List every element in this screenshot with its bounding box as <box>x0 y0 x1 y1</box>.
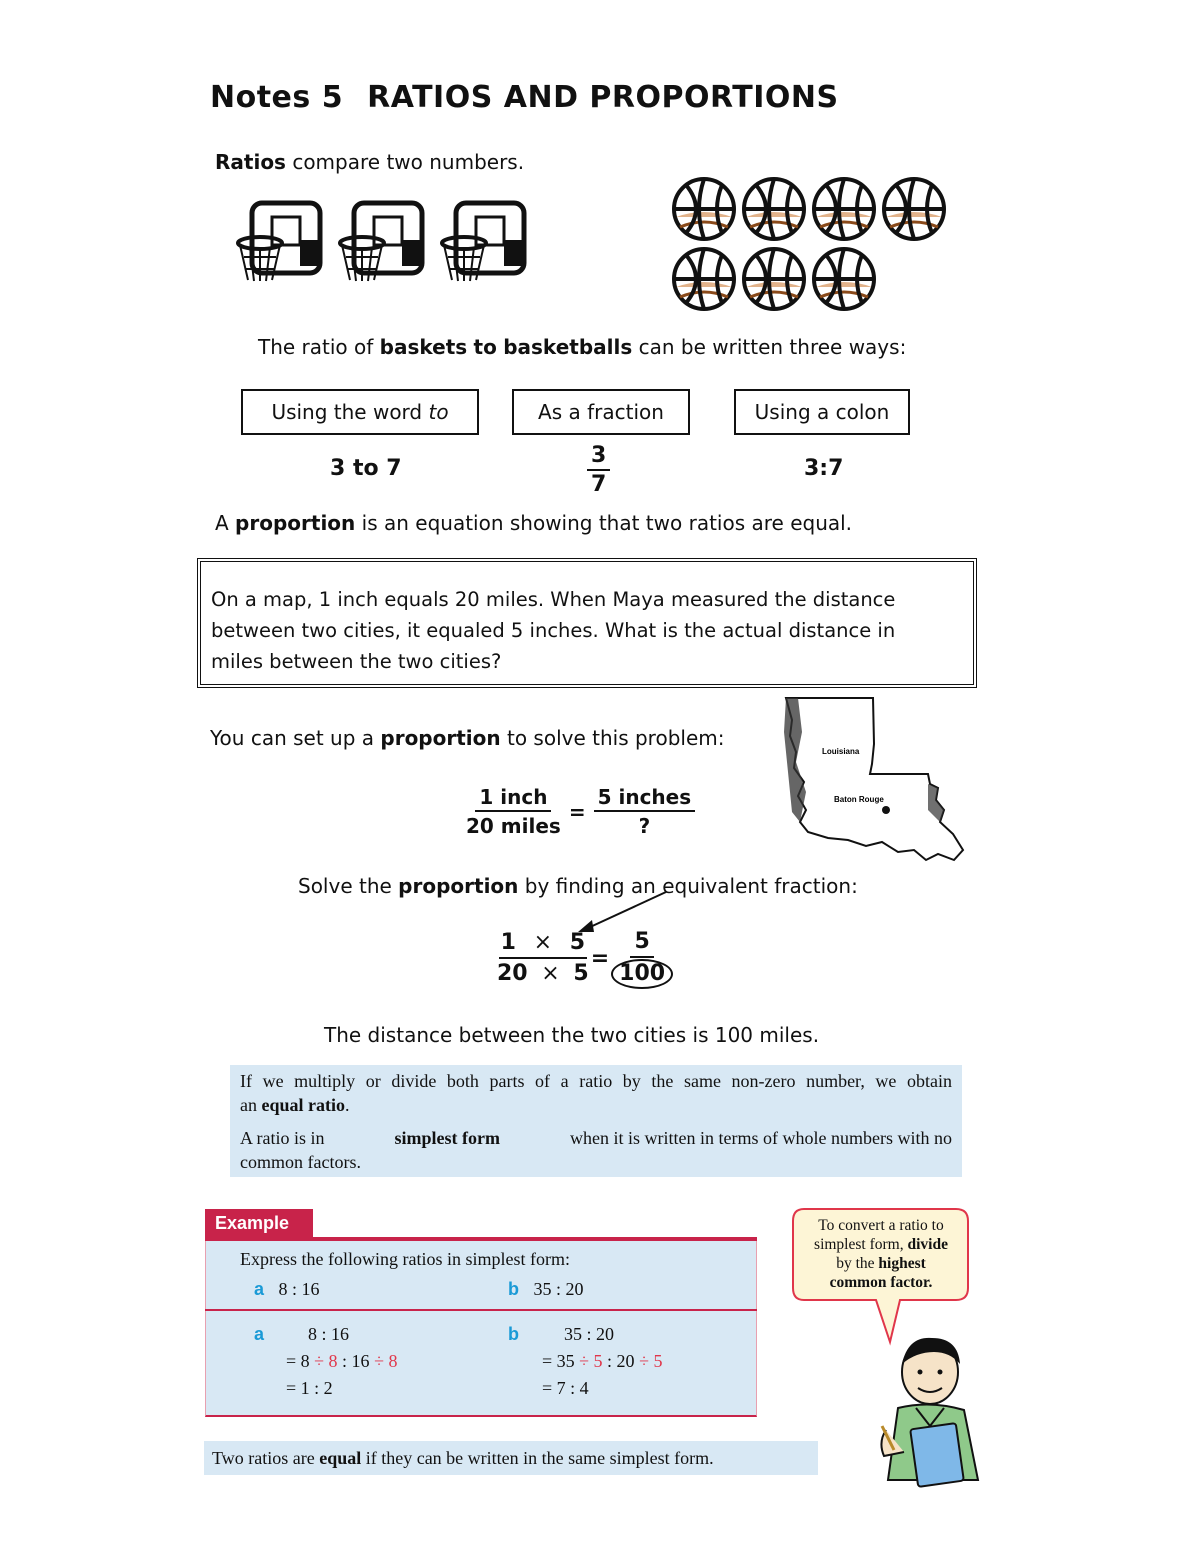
footer-box <box>204 1441 818 1475</box>
basketball-icon <box>884 179 944 239</box>
solution-b-line-1: 35 : 20 <box>564 1324 615 1344</box>
result-denominator-circled: 100 <box>611 959 673 989</box>
box-label: Using a colon <box>754 400 890 424</box>
baskets-word: baskets <box>379 335 468 359</box>
equals-sign: = <box>568 800 586 824</box>
page-title <box>210 80 839 115</box>
solution-b <box>508 1321 663 1398</box>
proportion-word: proportion <box>380 726 501 750</box>
answer-sentence: The distance between the two cities is 100 miles. <box>324 1023 820 1047</box>
ratios-intro <box>215 150 524 174</box>
basketballs-image <box>668 175 953 315</box>
callout-text <box>795 1216 967 1292</box>
callout-line: common factor. <box>829 1274 933 1291</box>
result-fraction <box>611 928 673 989</box>
right-denominator: ? <box>638 814 651 838</box>
callout-line: simplest form, divide <box>814 1236 948 1253</box>
rule-1-line-1: If we multiply or divide both parts of a ratio by the same non-zero number, we obtain <box>240 1071 952 1091</box>
cartoon-boy-image <box>868 1330 988 1495</box>
setup-rest: to solve this problem: <box>506 726 725 750</box>
rule-1-line-2 <box>240 1093 350 1117</box>
example-solution-box <box>205 1311 757 1417</box>
result-numerator: 5 <box>630 928 653 958</box>
ratio-colon-value: 3:7 <box>804 456 844 481</box>
basketballs-word: basketballs <box>503 335 633 359</box>
question-a <box>254 1279 320 1300</box>
proportion-definition <box>215 511 852 535</box>
question-b <box>508 1279 584 1300</box>
footer-bold: equal <box>319 1448 362 1468</box>
left-fraction <box>466 784 561 840</box>
map-label-city: Baton Rouge <box>834 795 884 804</box>
right-numerator: 5 inches <box>594 784 696 812</box>
times-sign: × <box>541 960 560 986</box>
callout-line: by the highest <box>836 1255 926 1272</box>
ratios-rest: compare two numbers. <box>292 150 525 174</box>
setup-prefix: You can set up a <box>210 726 375 750</box>
box-label: Using the word <box>271 400 429 424</box>
problem-line: miles between the two cities? <box>211 650 502 673</box>
rule-text: when it is written in terms of whole numbers with no <box>570 1128 952 1148</box>
rule-bold: equal ratio <box>261 1095 345 1115</box>
basketball-icon <box>744 179 804 239</box>
multiplied-fraction <box>497 929 589 989</box>
basket-hoops-image <box>230 195 540 290</box>
to-word: to <box>473 335 497 359</box>
ratio-ways-sentence <box>258 335 906 359</box>
equivalent-fraction <box>497 928 673 989</box>
example-tag: Example <box>205 1209 313 1237</box>
map-label-state: Louisiana <box>822 747 860 756</box>
footer-text: if they can be written in the same simplest form. <box>365 1448 714 1468</box>
box-label: As a fraction <box>538 400 664 424</box>
ratio-b: 35 : 20 <box>533 1279 584 1299</box>
fraction-denominator: 7 <box>591 472 607 497</box>
basket-icon <box>238 203 322 281</box>
setup-proportion <box>466 784 695 840</box>
basketball-icon <box>814 179 874 239</box>
example-prompt: Express the following ratios in simplest form: <box>240 1249 570 1269</box>
problem-line: On a map, 1 inch equals 20 miles. When Maya measured the distance <box>211 588 896 611</box>
problem-line: between two cities, it equaled 5 inches. What is the actual distance in <box>211 619 896 642</box>
basketball-icon <box>674 249 734 309</box>
solution-a-line-3: = 1 : 2 <box>286 1378 333 1398</box>
notes-label: Notes 5 <box>210 80 344 115</box>
city-dot-icon <box>882 806 890 814</box>
setup-sentence <box>210 726 724 750</box>
rule-text: A ratio is in <box>240 1128 325 1148</box>
num-b: 5 <box>569 929 586 955</box>
den-a: 20 <box>497 960 528 986</box>
title-text: RATIOS AND PROPORTIONS <box>367 80 839 115</box>
left-denominator: 20 miles <box>466 814 561 838</box>
label-a: a <box>254 1324 265 1344</box>
solution-a-line-2: = 8 ÷ 8 : 16 ÷ 8 <box>286 1351 398 1371</box>
basketball-icon <box>814 249 874 309</box>
solution-b-line-3: = 7 : 4 <box>542 1378 589 1398</box>
louisiana-map-image <box>778 692 973 872</box>
solution-b-line-2: = 35 ÷ 5 : 20 ÷ 5 <box>542 1351 663 1371</box>
ratios-word: Ratios <box>215 150 286 174</box>
callout-line: To convert a ratio to <box>818 1217 944 1234</box>
basketball-icon <box>744 249 804 309</box>
fraction-box <box>512 389 690 435</box>
solution-a <box>254 1321 398 1398</box>
fraction-numerator: 3 <box>587 443 610 471</box>
solution-a-line-1: 8 : 16 <box>308 1324 350 1344</box>
right-fraction <box>594 784 696 840</box>
word-to-box <box>241 389 479 435</box>
rule-text: an <box>240 1095 257 1115</box>
problem-text <box>211 584 961 677</box>
def-prefix: A <box>215 511 229 535</box>
solve-rest: by finding an equivalent fraction: <box>524 874 858 898</box>
label-a: a <box>254 1279 265 1299</box>
ratio-fraction-value <box>587 443 610 499</box>
rule-text: . <box>345 1095 350 1115</box>
num-a: 1 <box>500 929 516 955</box>
proportion-word: proportion <box>398 874 519 898</box>
footer-text: Two ratios are <box>212 1448 315 1468</box>
proportion-word: proportion <box>235 511 356 535</box>
label-b: b <box>508 1324 519 1344</box>
times-sign: × <box>533 929 553 955</box>
den-b: 5 <box>573 960 589 986</box>
solve-prefix: Solve the <box>298 874 392 898</box>
left-numerator: 1 inch <box>475 784 551 812</box>
label-b: b <box>508 1279 519 1299</box>
rule-2-line-2: common factors. <box>240 1152 361 1172</box>
rule-bold: simplest form <box>394 1128 501 1148</box>
ratio-a: 8 : 16 <box>278 1279 320 1299</box>
colon-box <box>734 389 910 435</box>
problem-box <box>197 558 977 688</box>
example-prompt-box <box>205 1241 757 1309</box>
rules-box <box>230 1065 962 1177</box>
sentence-prefix: The ratio of <box>258 335 374 359</box>
ratio-word-value: 3 to 7 <box>330 456 402 481</box>
equals-sign: = <box>590 946 610 971</box>
box-label-italic: to <box>428 400 449 424</box>
def-rest: is an equation showing that two ratios are equal. <box>361 511 853 535</box>
sentence-suffix: can be written three ways: <box>638 335 907 359</box>
rule-2-line-1 <box>240 1126 952 1150</box>
basketball-icon <box>674 179 734 239</box>
